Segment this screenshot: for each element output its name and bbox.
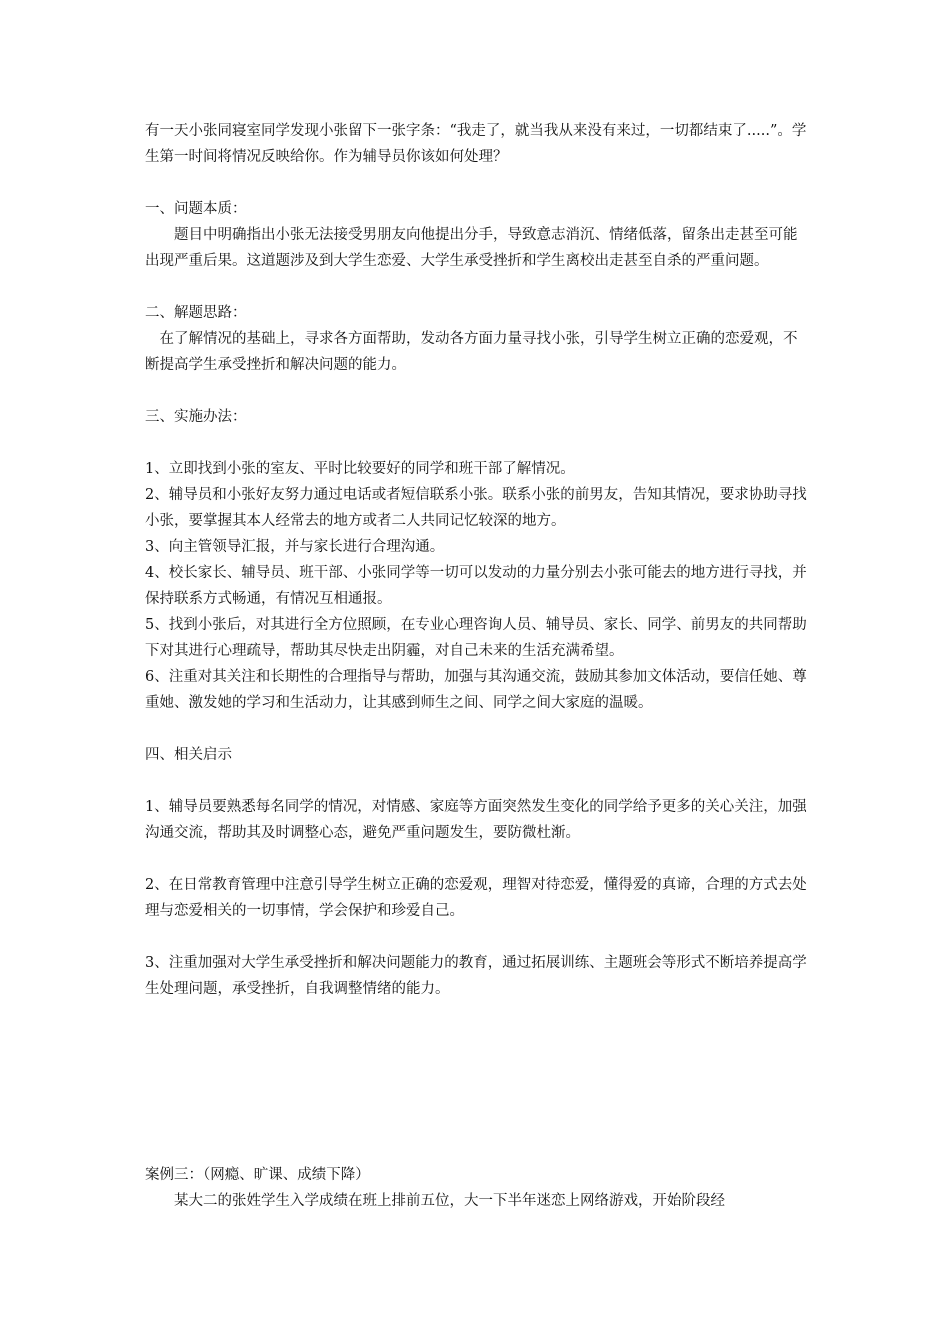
section-3-item: 2、辅导员和小张好友努力通过电话或者短信联系小张。联系小张的前男友，告知其情况，要求协助寻找小张，要掌握其本人经常去的地方或者二人共同记忆较深的地方。 <box>145 487 807 529</box>
section-3-item: 6、注重对其关注和长期性的合理指导与帮助，加强与其沟通交流，鼓励其参加文体活动，要信任她、尊重她、激发她的学习和生活动力，让其感到师生之间、同学之间大家庭的温暖。 <box>145 669 807 711</box>
case-3-heading: 案例三：（网瘾、旷课、成绩下降） <box>145 1167 370 1183</box>
section-3-heading: 三、实施办法： <box>145 409 247 425</box>
blank-line <box>145 716 810 742</box>
section-3-item: 1、立即找到小张的室友、平时比较要好的同学和班干部了解情况。 <box>145 461 575 477</box>
blank-line <box>145 378 810 404</box>
section-1-body: 题目中明确指出小张无法接受男朋友向他提出分手，导致意志消沉、情绪低落，留条出走甚至可能出现严重后果。这道题涉及到大学生恋爱、大学生承受挫折和学生离校出走甚至自杀的严重问题。 <box>145 227 798 269</box>
blank-line <box>145 430 810 456</box>
case-3-body: 某大二的张姓学生入学成绩在班上排前五位，大一下半年迷恋上网络游戏，开始阶段经 <box>174 1193 725 1209</box>
section-4-item: 3、注重加强对大学生承受挫折和解决问题能力的教育，通过拓展训练、主题班会等形式不断培养提高学生处理问题，承受挫折，自我调整情绪的能力。 <box>145 955 807 997</box>
section-2-body: 在了解情况的基础上，寻求各方面帮助，发动各方面力量寻找小张，引导学生树立正确的恋爱观，不断提高学生承受挫折和解决问题的能力。 <box>145 331 798 373</box>
blank-line <box>145 170 810 196</box>
section-4-heading: 四、相关启示 <box>145 747 232 763</box>
section-3-item: 4、校长家长、辅导员、班干部、小张同学等一切可以发动的力量分别去小张可能去的地方进行寻找，并保持联系方式畅通，有情况互相通报。 <box>145 565 807 607</box>
section-2-heading: 二、解题思路： <box>145 305 247 321</box>
page-whitespace <box>145 1002 810 1162</box>
document-page <box>145 118 810 1214</box>
section-3-item: 5、找到小张后，对其进行全方位照顾，在专业心理咨询人员、辅导员、家长、同学、前男友的共同帮助下对其进行心理疏导，帮助其尽快走出阴霾，对自己未来的生活充满希望。 <box>145 617 807 659</box>
blank-line <box>145 846 810 872</box>
blank-line <box>145 924 810 950</box>
section-3-item: 3、向主管领导汇报，并与家长进行合理沟通。 <box>145 539 445 555</box>
section-1-heading: 一、问题本质： <box>145 201 247 217</box>
intro-paragraph: 有一天小张同寝室同学发现小张留下一张字条：“我走了，就当我从来没有来过，一切都结束了.....”。学生第一时间将情况反映给你。作为辅导员你该如何处理？ <box>145 123 807 165</box>
section-4-item: 2、在日常教育管理中注意引导学生树立正确的恋爱观，理智对待恋爱，懂得爱的真谛，合理的方式去处理与恋爱相关的一切事情，学会保护和珍爱自己。 <box>145 877 807 919</box>
blank-line <box>145 274 810 300</box>
section-4-item: 1、辅导员要熟悉每名同学的情况，对情感、家庭等方面突然发生变化的同学给予更多的关心关注，加强沟通交流，帮助其及时调整心态，避免严重问题发生，要防微杜渐。 <box>145 799 807 841</box>
blank-line <box>145 768 810 794</box>
